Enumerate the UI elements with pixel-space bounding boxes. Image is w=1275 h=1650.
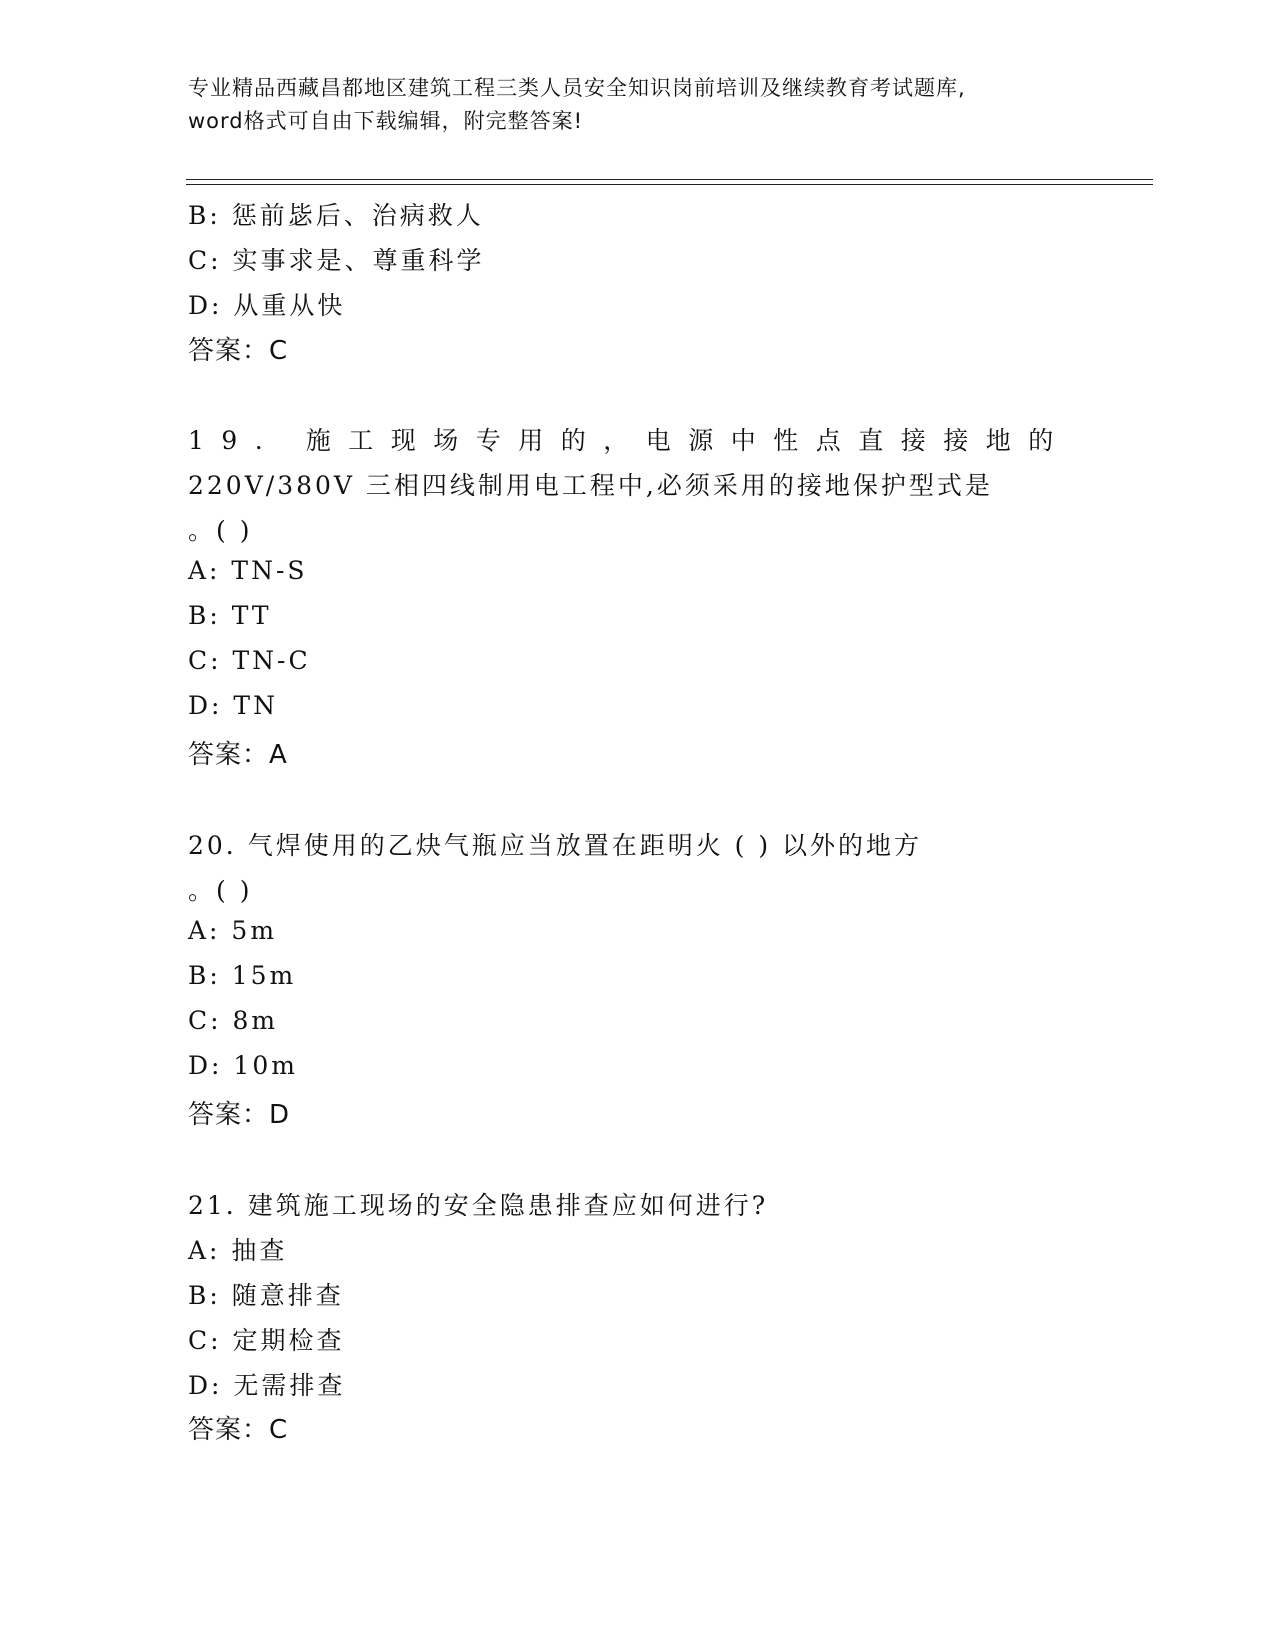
q18-option-c: C: 实事求是、尊重科学 xyxy=(188,246,485,275)
q19-option-b: B: TT xyxy=(188,601,272,630)
q19-option-d: D: TN xyxy=(188,691,278,720)
q20-answer: 答案：D xyxy=(188,1100,291,1130)
q21-option-b: B: 随意排查 xyxy=(188,1281,344,1310)
q19-stem-line-3: 。( ) xyxy=(188,516,253,545)
q18-option-d: D: 从重从快 xyxy=(188,291,346,320)
q20-stem-line-1: 20. 气焊使用的乙炔气瓶应当放置在距明火 ( ) 以外的地方 xyxy=(188,831,923,860)
header-line-2: word格式可自由下载编辑，附完整答案! xyxy=(188,109,584,133)
q21-option-d: D: 无需排查 xyxy=(188,1371,346,1400)
q19-option-c: C: TN-C xyxy=(188,646,311,675)
q18-option-b: B: 惩前毖后、治病救人 xyxy=(188,201,484,230)
q21-answer: 答案：C xyxy=(188,1415,289,1445)
q19-option-a: A: TN-S xyxy=(188,556,308,585)
q21-option-a: A: 抽查 xyxy=(188,1236,288,1265)
q20-option-c: C: 8m xyxy=(188,1006,279,1035)
q19-answer: 答案：A xyxy=(188,740,288,770)
q18-answer: 答案：C xyxy=(188,336,289,366)
q20-option-b: B: 15m xyxy=(188,961,297,990)
q21-option-c: C: 定期检查 xyxy=(188,1326,345,1355)
document-header xyxy=(188,72,1088,138)
header-divider-top xyxy=(186,179,1153,180)
q21-stem-line-1: 21. 建筑施工现场的安全隐患排查应如何进行? xyxy=(188,1191,769,1220)
header-divider-bottom xyxy=(186,184,1153,185)
q20-option-d: D: 10m xyxy=(188,1051,298,1080)
q20-stem-line-2: 。( ) xyxy=(188,876,253,905)
q19-stem-line-2: 220V/380V 三相四线制用电工程中,必须采用的接地保护型式是 xyxy=(188,471,993,500)
q20-option-a: A: 5m xyxy=(188,916,278,945)
q19-stem-line-1: 19. 施工现场专用的，电源中性点直接接地的 xyxy=(188,426,1071,455)
header-line-1: 专业精品西藏昌都地区建筑工程三类人员安全知识岗前培训及继续教育考试题库, xyxy=(188,76,966,100)
